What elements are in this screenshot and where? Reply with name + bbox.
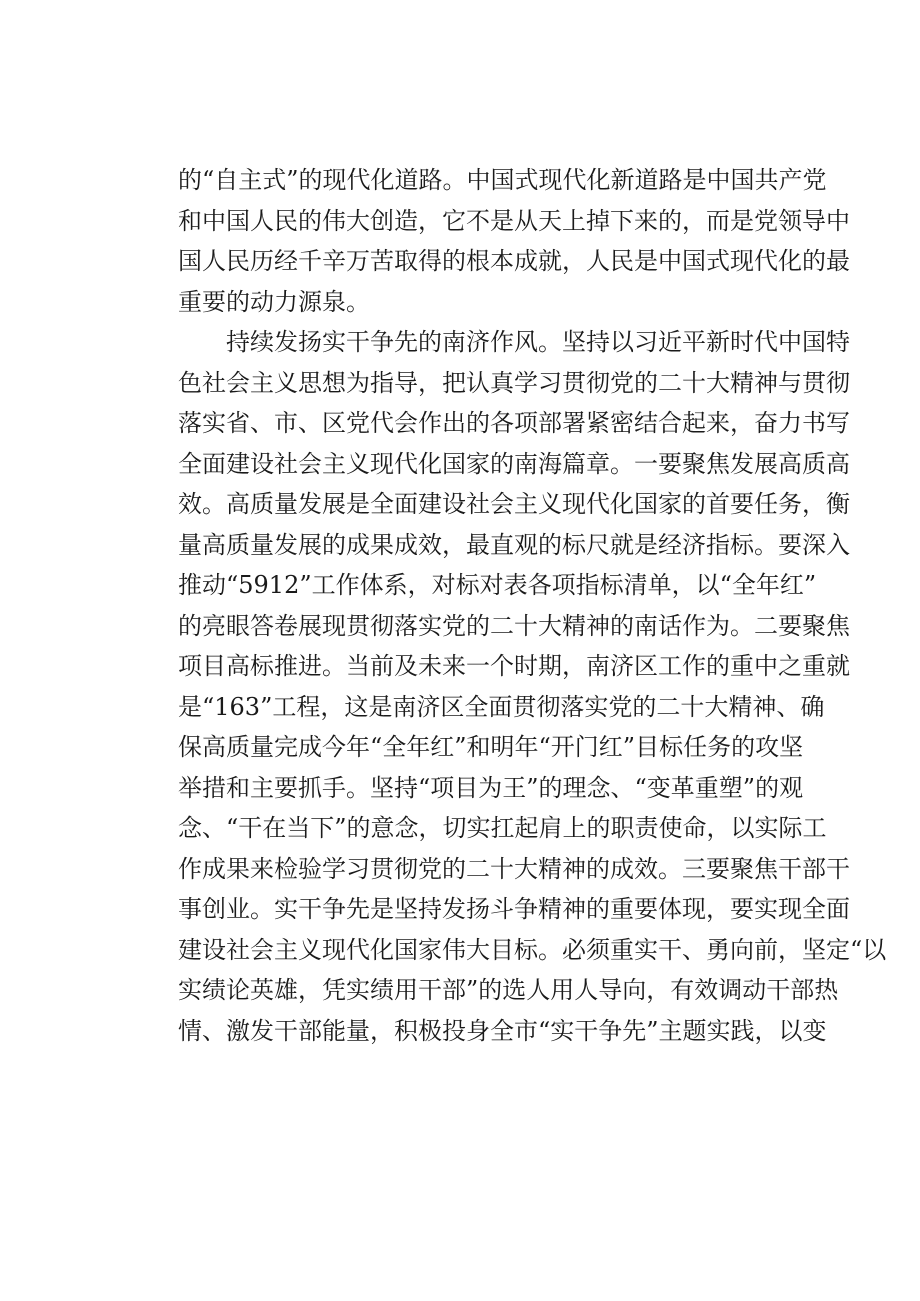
- text-line: 持续发扬实干争先的南济作风。坚持以习近平新时代中国特: [226, 328, 850, 356]
- text-line: 重要的动力源泉。: [178, 287, 370, 316]
- text-line: 是“163”工程，这是南济区全面贯彻落实党的二十大精神、确: [178, 692, 825, 721]
- text-line: 国人民历经千辛万苦取得的根本成就，人民是中国式现代化的最: [178, 247, 850, 275]
- text-line: 举措和主要抓手。坚持“项目为王”的理念、“变革重塑”的观: [178, 773, 804, 802]
- text-line: 保高质量完成今年“全年红”和明年“开门红”目标任务的攻坚: [178, 733, 804, 761]
- text-line: 的“自主式”的现代化道路。中国式现代化新道路是中国共产党: [178, 166, 827, 194]
- text-line: 全面建设社会主义现代化国家的南海篇章。一要聚焦发展高质高: [178, 449, 850, 478]
- text-line: 效。高质量发展是全面建设社会主义现代化国家的首要任务，衡: [178, 490, 850, 518]
- text-line: 落实省、市、区党代会作出的各项部署紧密结合起来，奋力书写: [178, 409, 850, 437]
- text-line: 项目高标推进。当前及未来一个时期，南济区工作的重中之重就: [178, 652, 850, 680]
- body-text: [178, 160, 887, 1051]
- text-line: 实绩论英雄，凭实绩用干部”的选人用人导向，有效调动干部热: [178, 976, 839, 1004]
- text-line: 的亮眼答卷展现贯彻落实党的二十大精神的南话作为。二要聚焦: [178, 611, 850, 640]
- text-line: 推动“5912”工作体系，对标对表各项指标清单，以“全年红”: [178, 571, 817, 599]
- text-line: 事创业。实干争先是坚持发扬斗争精神的重要体现，要实现全面: [178, 895, 850, 923]
- text-line: 色社会主义思想为指导，把认真学习贯彻党的二十大精神与贯彻: [178, 368, 850, 397]
- text-line: 和中国人民的伟大创造，它不是从天上掉下来的，而是党领导中: [178, 206, 850, 235]
- text-line: 念、“干在当下”的意念，切实扛起肩上的职责使命，以实际工: [178, 814, 827, 842]
- paragraph: [178, 322, 887, 1051]
- text-line: 量高质量发展的成果成效，最直观的标尺就是经济指标。要深入: [178, 530, 850, 559]
- text-line: 作成果来检验学习贯彻党的二十大精神的成效。三要聚焦干部干: [178, 854, 850, 883]
- text-line: 情、激发干部能量，积极投身全市“实干争先”主题实践，以变: [178, 1016, 827, 1045]
- text-line: 建设社会主义现代化国家伟大目标。必须重实干、勇向前，坚定“以: [178, 935, 887, 964]
- paragraph: [178, 160, 850, 322]
